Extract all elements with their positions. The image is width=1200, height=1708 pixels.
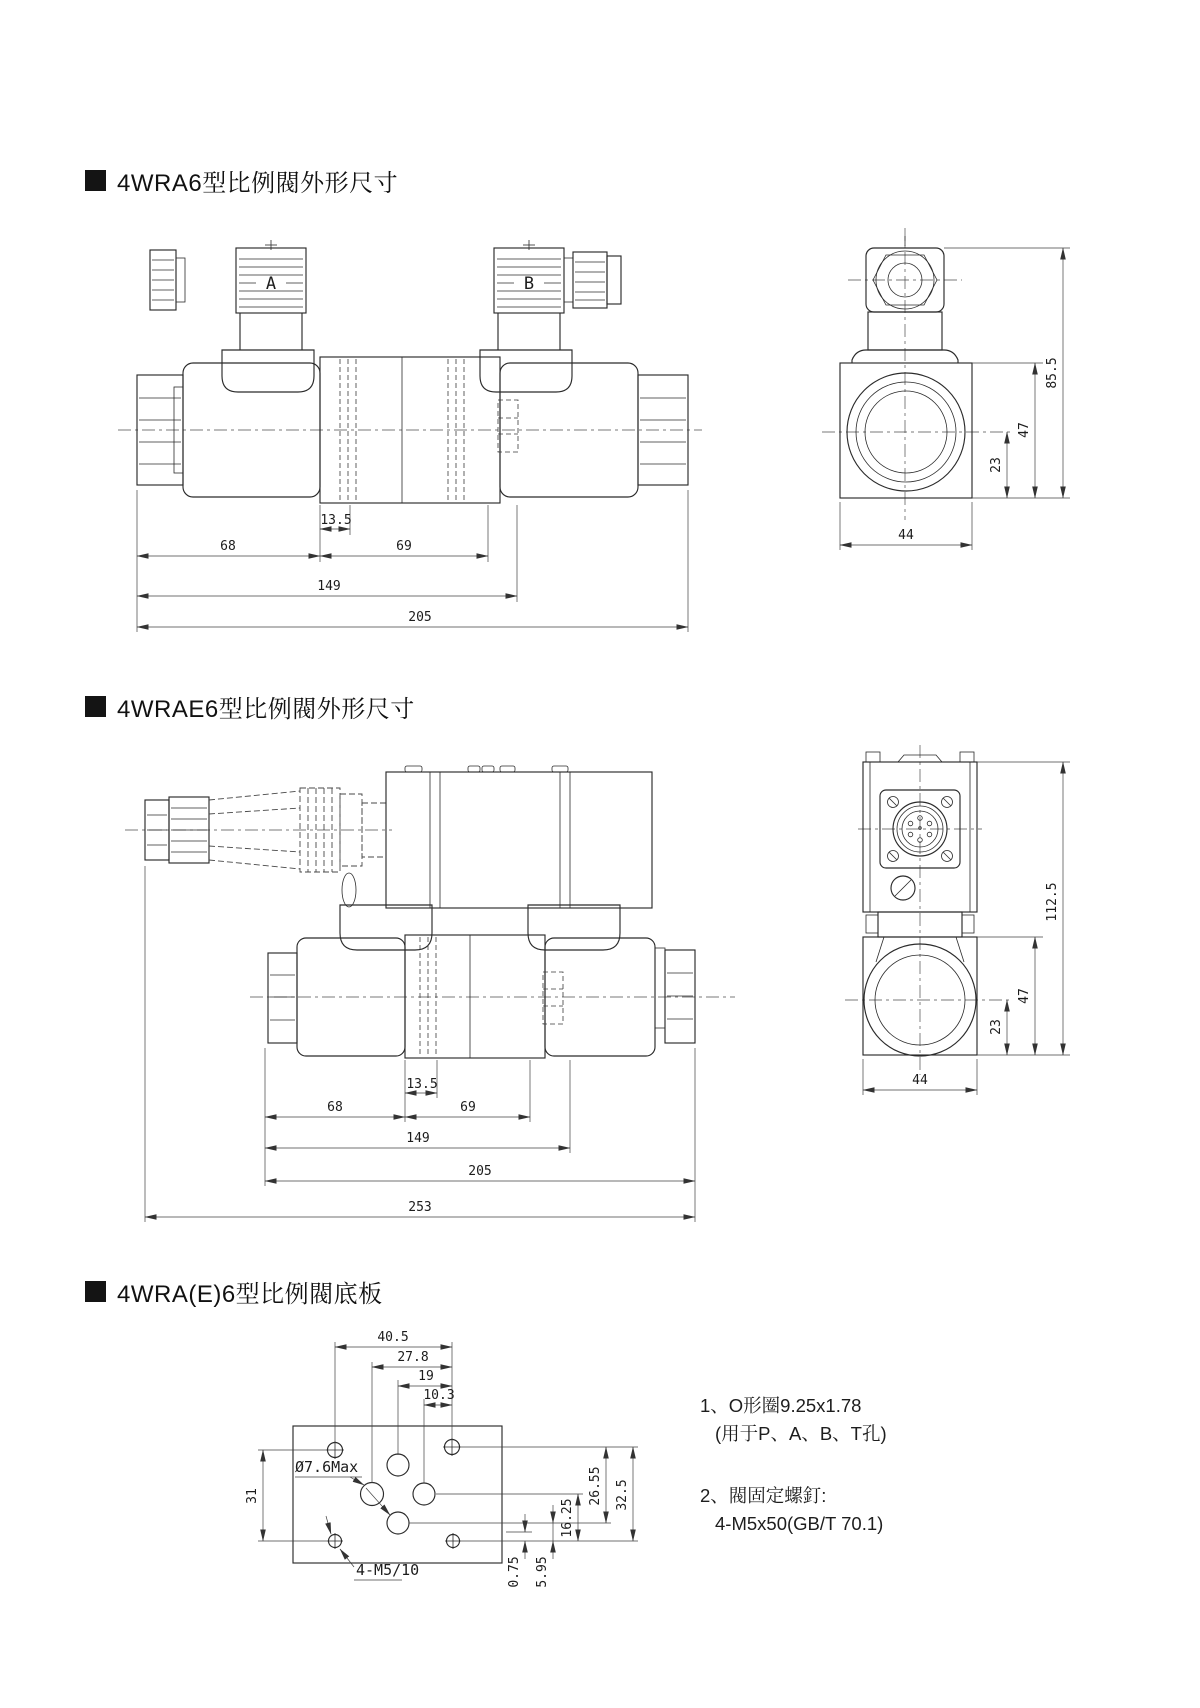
d3-left-dimension [245,1450,263,1541]
d2-side-dimensions [863,762,1070,1095]
drawing-subplate [245,1330,638,1588]
d3-dim-16-25: 16.25 [560,1498,575,1538]
d3-dim-32-5: 32.5 [615,1479,630,1511]
d2-dim-253: 253 [408,1200,432,1215]
note-screws-line1: 2、閥固定螺釘: [700,1485,827,1506]
d2-dim-112-5: 112.5 [1045,882,1060,922]
d1-front-dimensions [137,490,688,632]
d2-side-view [845,745,1070,1095]
d3-dim-27-8: 27.8 [397,1350,429,1365]
d1-dim-149: 149 [317,579,341,594]
d3-screw-spec-label: 4-M5/10 [356,1561,420,1579]
d3-dim-10-3: 10.3 [423,1388,455,1403]
section-title-2: 4WRAE6型比例閥外形尺寸 [117,696,415,723]
d3-leaders [295,1458,419,1580]
d3-right-dimensions [507,1447,633,1588]
d3-extension-lines [258,1342,638,1541]
d2-dim-205: 205 [468,1164,492,1179]
d2-front-view [125,766,735,1222]
d2-dim-23: 23 [989,1019,1004,1035]
note-oring-line2: (用于P、A、B、T孔) [715,1423,887,1444]
drawing-4wrae6 [125,745,1070,1222]
d3-dim-0-75: 0.75 [507,1556,522,1588]
note-oring-line1: 1、O形圈9.25x1.78 [700,1395,862,1416]
d1-coil-a [150,240,314,392]
d2-dim-47: 47 [1017,988,1032,1004]
d1-dim-13-5: 13.5 [320,513,352,528]
d1-hidden-plug [498,400,518,452]
d3-dim-40-5: 40.5 [377,1330,409,1345]
d1-dim-85-5: 85.5 [1045,357,1060,389]
d2-dim-44: 44 [912,1073,928,1088]
d1-dim-69: 69 [396,539,412,554]
d2-dim-68: 68 [327,1100,343,1115]
d2-dim-69: 69 [460,1100,476,1115]
d3-dim-19: 19 [418,1369,434,1384]
drawing-4wra6 [118,228,1070,632]
coil-b-label: B [523,274,535,294]
d1-dim-205: 205 [408,610,432,625]
d2-valve-body [268,935,695,1058]
d3-hole-diameter-label: Ø7.6Max [295,1458,359,1476]
d1-dim-68: 68 [220,539,236,554]
d3-dim-5-95: 5.95 [535,1556,550,1588]
d1-front-view [118,240,702,632]
d1-side-view [822,228,1070,550]
d2-dim-13-5: 13.5 [406,1077,438,1092]
note-screws-line2: 4-M5x50(GB/T 70.1) [715,1513,884,1534]
d1-dim-47: 47 [1017,422,1032,438]
section-title-3: 4WRA(E)6型比例閥底板 [117,1281,383,1308]
d1-dim-44: 44 [898,528,914,543]
coil-a-label: A [265,274,277,294]
d3-dim-26-55: 26.55 [588,1466,603,1506]
d2-dim-149: 149 [406,1131,430,1146]
d3-holes [326,1438,461,1549]
d1-dim-23: 23 [989,457,1004,473]
d3-top-dimensions [335,1330,455,1405]
d3-dim-31: 31 [245,1488,260,1504]
d2-electronics-box [342,766,652,908]
section-title-1: 4WRA6型比例閥外形尺寸 [117,170,399,197]
